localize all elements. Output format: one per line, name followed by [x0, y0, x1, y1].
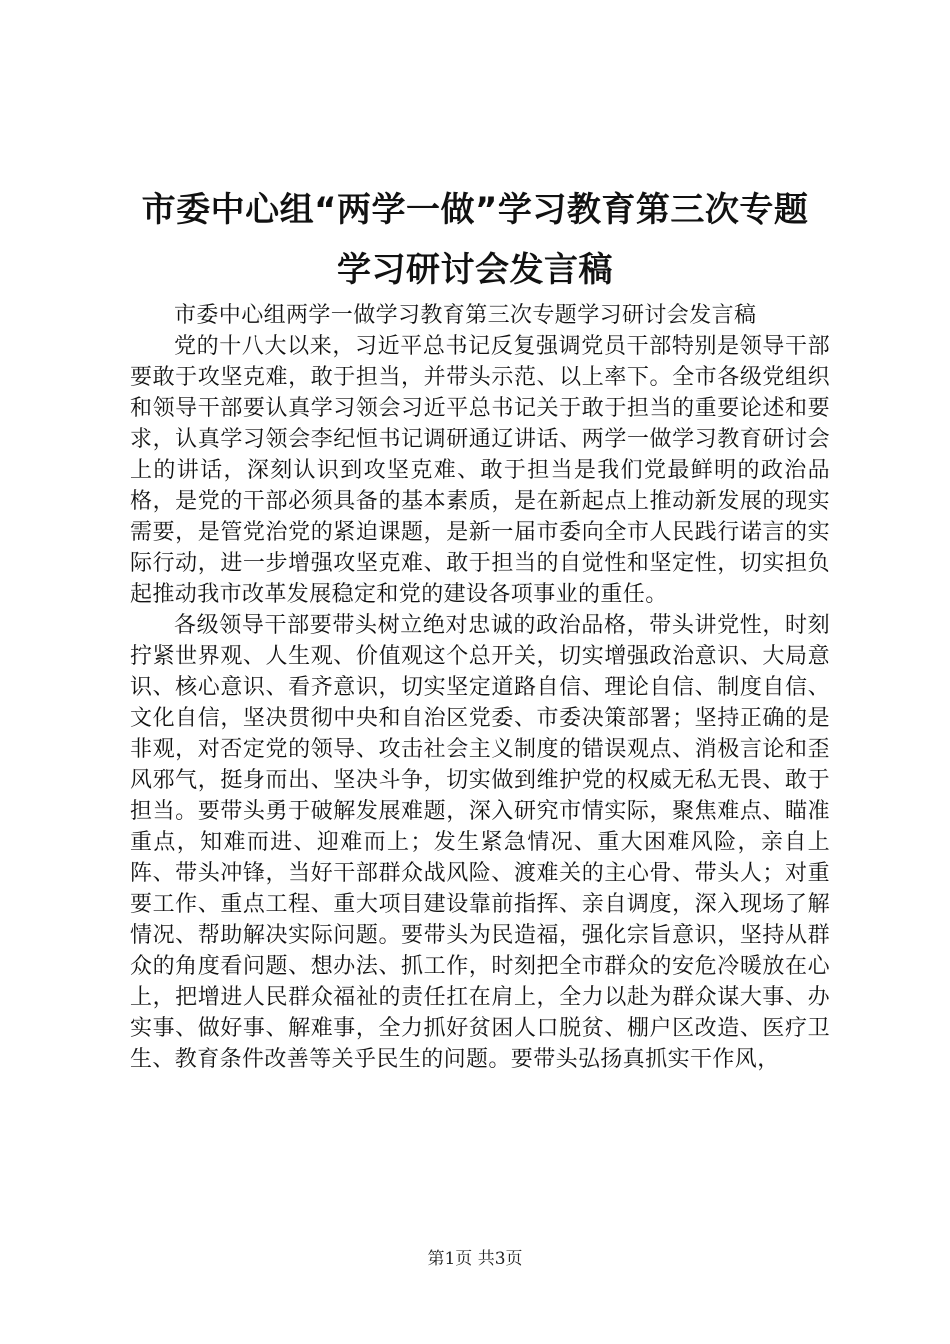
- title-line-2: 学习研讨会发言稿: [337, 250, 613, 290]
- document-body: [130, 300, 830, 1075]
- document-title: [110, 180, 840, 300]
- paragraph-1: 党的十八大以来，习近平总书记反复强调党员干部特别是领导干部要敢于攻坚克难，敢于担当，并带头示范、以上率下。全市各级党组织和领导干部要认真学习领会习近平总书记关于敢于担当的重要论述和要求，认真学习领会李纪恒书记调研通辽讲话、两学一做学习教育研讨会上的讲话，深刻认识到攻坚克难、敢于担当是我们党最鲜明的政治品格，是党的干部必须具备的基本素质，是在新起点上推动新发展的现实需要，是管党治党的紧迫课题，是新一届市委向全市人民践行诺言的实际行动，进一步增强攻坚克难、敢于担当的自觉性和坚定性，切实担负起推动我市改革发展稳定和党的建设各项事业的重任。: [130, 334, 830, 607]
- paragraph-heading: 市委中心组两学一做学习教育第三次专题学习研讨会发言稿: [174, 303, 757, 328]
- paragraph-2: 各级领导干部要带头树立绝对忠诚的政治品格，带头讲党性，时刻拧紧世界观、人生观、价值观这个总开关，切实增强政治意识、大局意识、核心意识、看齐意识，切实坚定道路自信、理论自信、制度自信、文化自信，坚决贯彻中央和自治区党委、市委决策部署；坚持正确的是非观，对否定党的领导、攻击社会主义制度的错误观点、消极言论和歪风邪气，挺身而出、坚决斗争，切实做到维护党的权威无私无畏、敢于担当。要带头勇于破解发展难题，深入研究市情实际，聚焦难点、瞄准重点，知难而进、迎难而上；发生紧急情况、重大困难风险，亲自上阵、带头冲锋，当好干部群众战风险、渡难关的主心骨、带头人；对重要工作、重点工程、重大项目建设靠前指挥、亲自调度，深入现场了解情况、帮助解决实际问题。要带头为民造福，强化宗旨意识，坚持从群众的角度看问题、想办法、抓工作，时刻把全市群众的安危冷暖放在心上，把增进人民群众福祉的责任扛在肩上，全力以赴为群众谋大事、办实事、做好事、解难事，全力抓好贫困人口脱贫、棚户区改造、医疗卫生、教育条件改善等关乎民生的问题。要带头弘扬真抓实干作风，: [130, 613, 830, 1072]
- title-line-1: 市委中心组“两学一做”学习教育第三次专题: [141, 190, 809, 230]
- page-footer: 第1页 共3页: [427, 1249, 523, 1269]
